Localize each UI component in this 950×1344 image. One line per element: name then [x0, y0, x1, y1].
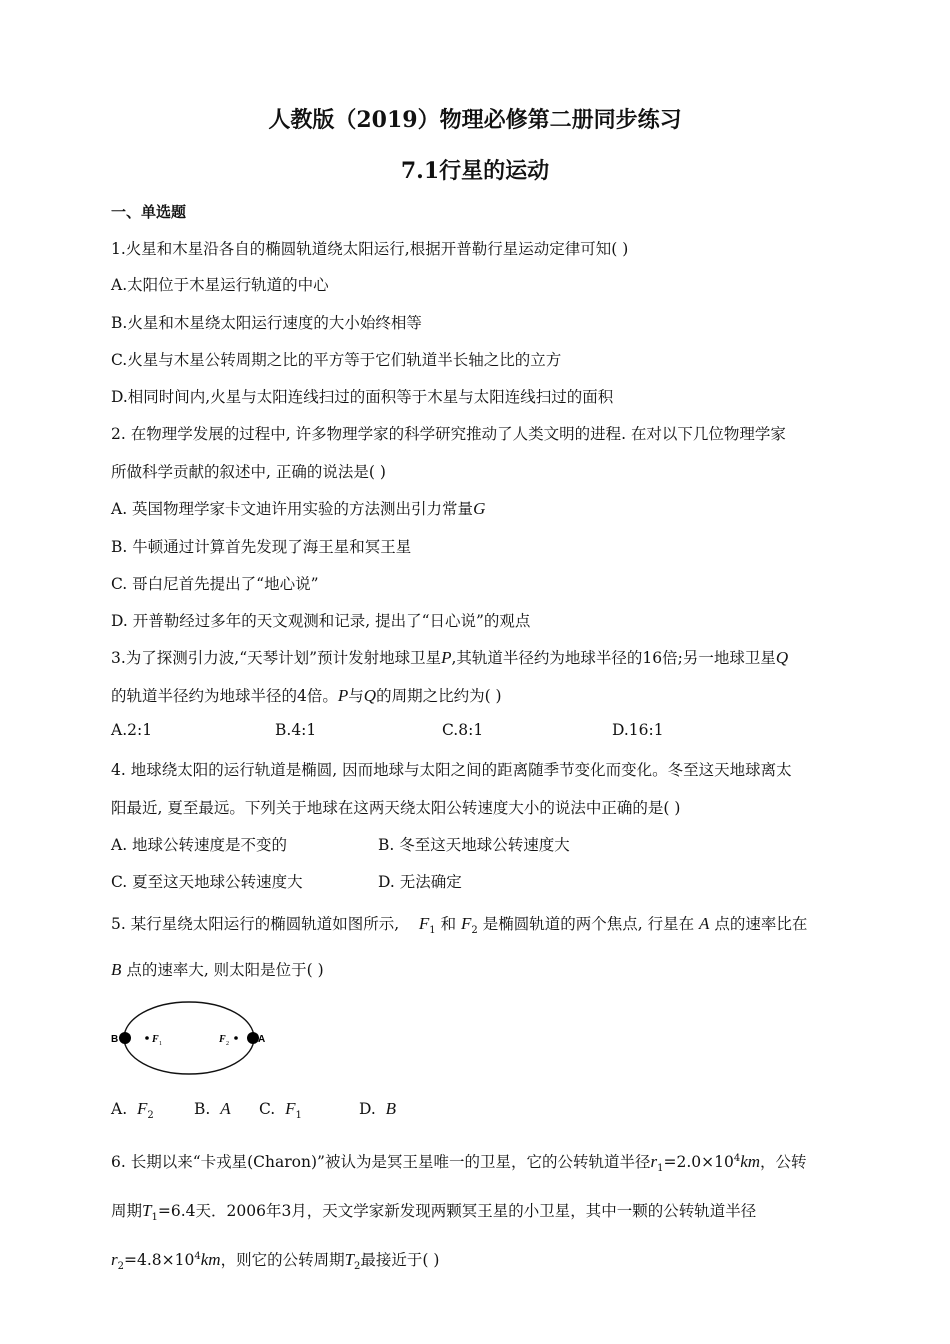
q5-option-b: B. A [194, 1099, 231, 1118]
q6-stem-line1: 6. 长期以来“卡戎星(Charon)”被认为是冥王星唯一的卫星，它的公转轨道半径$r_1=2.0\times 10^4km$，公转 [111, 1152, 807, 1175]
q5-option-c: C. $F_1$ [259, 1099, 302, 1122]
q3-stem-line1: 3.为了探测引力波,“天琴计划”预计发射地球卫星P,其轨道半径约为地球半径的16倍;另一地球卫星Q [111, 648, 789, 667]
q4-stem-line1: 4. 地球绕太阳的运行轨道是椭圆, 因而地球与太阳之间的距离随季节变化而变化。冬至这天地球离太 [111, 761, 792, 779]
q6-stem-line2: 周期$T_1=6.4$天．2006年3月，天文学家新发现两颗冥王星的小卫星，其中一颗的公转轨道半径 [111, 1201, 757, 1224]
q4-option-d: D. 无法确定 [378, 873, 462, 891]
q3-option-b: B.4:1 [275, 721, 317, 739]
label-f1-sub: 1 [159, 1041, 162, 1047]
q5-option-a: A. $F_2$ [111, 1099, 154, 1122]
q2-stem-line2: 所做科学贡献的叙述中, 正确的说法是( ) [111, 463, 386, 481]
q1-stem: 1.火星和木星沿各自的椭圆轨道绕太阳运行,根据开普勒行星运动定律可知( ) [111, 240, 629, 258]
q2-option-b: B. 牛顿通过计算首先发现了海王星和冥王星 [111, 538, 412, 556]
q4-option-c: C. 夏至这天地球公转速度大 [111, 873, 303, 891]
q5-stem-line2: B 点的速率大, 则太阳是位于( ) [111, 960, 324, 979]
q3-option-a: A.2:1 [111, 721, 153, 739]
q6-stem-line3: $r_2=4.8\times 10^4km$，则它的公转周期$T_2$最接近于( ) [111, 1250, 440, 1273]
q1-option-a: A.太阳位于木星运行轨道的中心 [111, 276, 329, 294]
label-b: B [111, 1034, 119, 1045]
q2-option-d: D. 开普勒经过多年的天文观测和记录, 提出了“日心说”的观点 [111, 612, 531, 630]
q2-stem-line1: 2. 在物理学发展的过程中, 许多物理学家的科学研究推动了人类文明的进程. 在对以下几位物理学家 [111, 425, 786, 443]
page-title: 人教版（2019）物理必修第二册同步练习 [268, 107, 682, 133]
q5-stem-line1: 5. 某行星绕太阳运行的椭圆轨道如图所示, $F_1$ 和 $F_2$ 是椭圆轨道的两个焦点, 行星在 A 点的速率比在 [111, 914, 808, 937]
page-subtitle: 7.1行星的运动 [400, 158, 550, 184]
q2-option-c: C. 哥白尼首先提出了“地心说” [111, 575, 319, 593]
q1-option-d: D.相同时间内,火星与太阳连线扫过的面积等于木星与太阳连线扫过的面积 [111, 388, 614, 406]
q4-option-a: A. 地球公转速度是不变的 [111, 836, 288, 854]
focus-f1-dot [145, 1036, 149, 1040]
point-b-dot [119, 1032, 131, 1044]
q3-option-c: C.8:1 [442, 721, 484, 739]
q5-option-d: D. B [359, 1099, 397, 1118]
q1-option-b: B.火星和木星绕太阳运行速度的大小始终相等 [111, 314, 422, 332]
ellipse-orbit-figure [108, 996, 276, 1080]
q4-option-b: B. 冬至这天地球公转速度大 [378, 836, 570, 854]
q3-stem-line2: 的轨道半径约为地球半径的4倍。P与Q的周期之比约为( ) [111, 686, 502, 705]
q1-option-c: C.火星与木星公转周期之比的平方等于它们轨道半长轴之比的立方 [111, 351, 562, 369]
section-heading: 一、单选题 [111, 203, 187, 221]
focus-f2-dot [234, 1036, 238, 1040]
q3-option-d: D.16:1 [612, 721, 664, 739]
label-a: A [258, 1034, 266, 1045]
label-f2-sub: 2 [226, 1041, 229, 1047]
q2-option-a: A. 英国物理学家卡文迪许用实验的方法测出引力常量G [111, 499, 486, 518]
label-f1: F [152, 1034, 159, 1045]
label-f2: F [219, 1034, 226, 1045]
q4-stem-line2: 阳最近, 夏至最远。下列关于地球在这两天绕太阳公转速度大小的说法中正确的是( ) [111, 799, 681, 817]
